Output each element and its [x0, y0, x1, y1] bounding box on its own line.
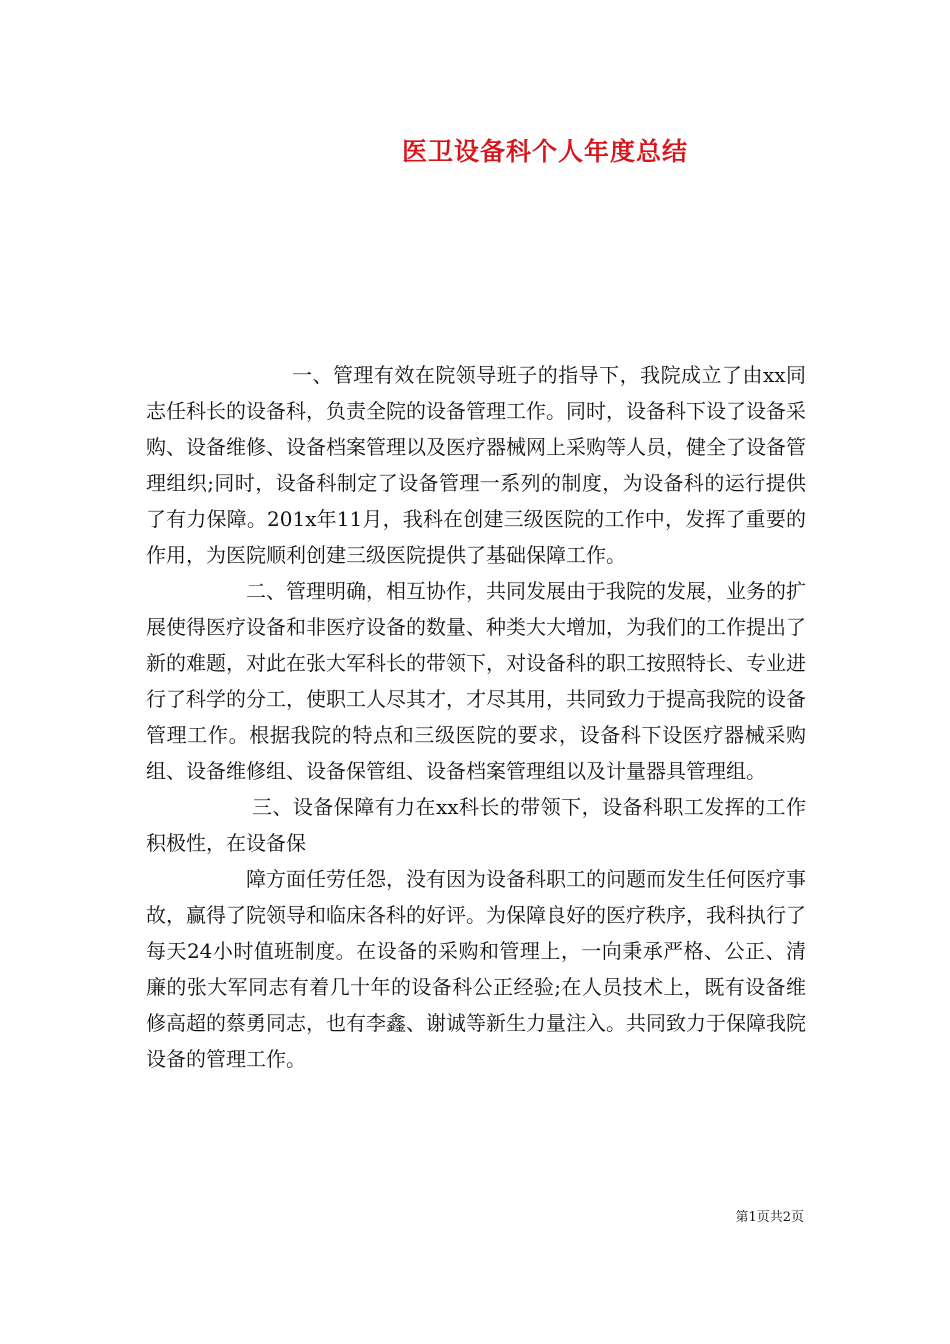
document-body [146, 357, 806, 1077]
paragraph-equipment-support-continued: 障方面任劳任怨，没有因为设备科职工的问题而发生任何医疗事故，赢得了院领导和临床各科的好评。为保障良好的医疗秩序，我科执行了每天24小时值班制度。在设备的采购和管理上，一向秉承严格、公正、清廉的张大军同志有着几十年的设备科公正经验;在人员技术上，既有设备维修高超的蔡勇同志，也有李鑫、谢诚等新生力量注入。共同致力于保障我院设备的管理工作。 [146, 867, 806, 1071]
paragraph-equipment-support: 三、设备保障有力在xx科长的带领下，设备科职工发挥的工作积极性，在设备保 [146, 795, 806, 855]
page-title: 医卫设备科个人年度总结 [401, 137, 688, 166]
paragraph-management-effective: 一、管理有效在院领导班子的指导下，我院成立了由xx同志任科长的设备科，负责全院的设备管理工作。同时，设备科下设了设备采购、设备维修、设备档案管理以及医疗器械网上采购等人员，健全了设备管理组织;同时，设备科制定了设备管理一系列的制度，为设备科的运行提供了有力保障。201x年11月，我科在创建三级医院的工作中，发挥了重要的作用，为医院顺利创建三级医院提供了基础保障工作。 [146, 363, 806, 567]
paragraph-clear-cooperation: 二、管理明确，相互协作，共同发展由于我院的发展，业务的扩展使得医疗设备和非医疗设备的数量、种类大大增加，为我们的工作提出了新的难题，对此在张大军科长的带领下，对设备科的职工按照特长、专业进行了科学的分工，使职工人尽其才，才尽其用，共同致力于提高我院的设备管理工作。根据我院的特点和三级医院的要求，设备科下设医疗器械采购组、设备维修组、设备保管组、设备档案管理组以及计量器具管理组。 [146, 579, 806, 783]
page-number-footer: 第1页共2页 [735, 1210, 804, 1225]
